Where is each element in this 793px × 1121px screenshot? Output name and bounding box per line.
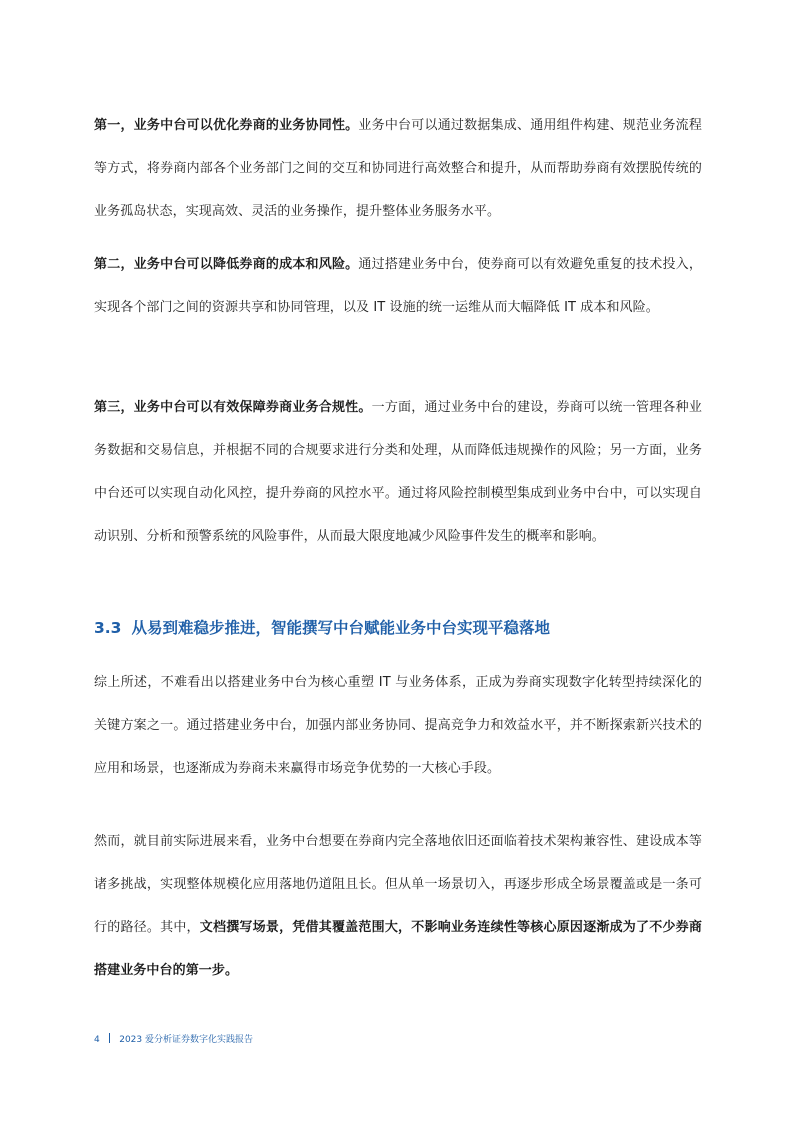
paragraph-body: 通过搭建业务中台，使券商可以有效避免重复的技术投入，实现各个部门之间的资源共享和协同管理，以及 IT 设施的统一运维从而大幅降低 IT 成本和风险。: [94, 257, 702, 315]
paragraph-body: 业务中台可以通过数据集成、通用组件构建、规范业务流程等方式，将券商内部各个业务部门之间的交互和协同进行高效整合和提升，从而帮助券商有效摆脱传统的业务孤岛状态，实现高效、灵活的业务操作，提升整体业务服务水平。: [94, 118, 702, 219]
section-heading: [94, 616, 550, 640]
paragraph-body: 一方面，通过业务中台的建设，券商可以统一管理各种业务数据和交易信息，并根据不同的合规要求进行分类和处理，从而降低违规操作的风险；另一方面，业务中台还可以实现自动化风控，提升券商的风控水平。通过将风险控制模型集成到业务中台中，可以实现自动识别、分析和预警系统的风险事件，从而最大限度地减少风险事件发生的概率和影响。: [94, 400, 702, 544]
section-number: 3.3: [94, 619, 122, 637]
paragraph-cost-risk: [94, 243, 702, 329]
paragraph-lead: 第一，业务中台可以优化券商的业务协同性。: [94, 118, 359, 133]
paragraph-body: 综上所述，不难看出以搭建业务中台为核心重塑 IT 与业务体系，正成为券商实现数字化转型持续深化的关键方案之一。通过搭建业务中台，加强内部业务协同、提高竞争力和效益水平，并不断探索新兴技术的应用和场景，也逐渐成为券商未来赢得市场竞争优势的一大核心手段。: [94, 675, 702, 776]
page-number: 4: [94, 1035, 100, 1045]
paragraph-body: 然而，就目前实际进展来看，业务中台想要在券商内完全落地依旧还面临着技术架构兼容性、建设成本等诸多挑战，实现整体规模化应用落地仍道阻且长。但从单一场景切入，再逐步形成全场景覆盖或是一条可行的路径。其中，: [94, 834, 702, 935]
paragraph-bold-conclusion: 文档撰写场景，凭借其覆盖范围大，不影响业务连续性等核心原因逐渐成为了不少券商搭建业务中台的第一步。: [94, 920, 702, 978]
footer-divider: [109, 1033, 111, 1043]
paragraph-summary: [94, 661, 702, 790]
paragraph-compliance: [94, 386, 702, 558]
page-footer: [94, 1032, 253, 1045]
paragraph-challenges: [94, 820, 702, 992]
report-title: 2023 爱分析证券数字化实践报告: [119, 1035, 254, 1045]
paragraph-lead: 第二，业务中台可以降低券商的成本和风险。: [94, 257, 359, 272]
section-title: 从易到难稳步推进，智能撰写中台赋能业务中台实现平稳落地: [131, 619, 550, 637]
paragraph-lead: 第三，业务中台可以有效保障券商业务合规性。: [94, 400, 372, 415]
paragraph-business-synergy: [94, 104, 702, 233]
